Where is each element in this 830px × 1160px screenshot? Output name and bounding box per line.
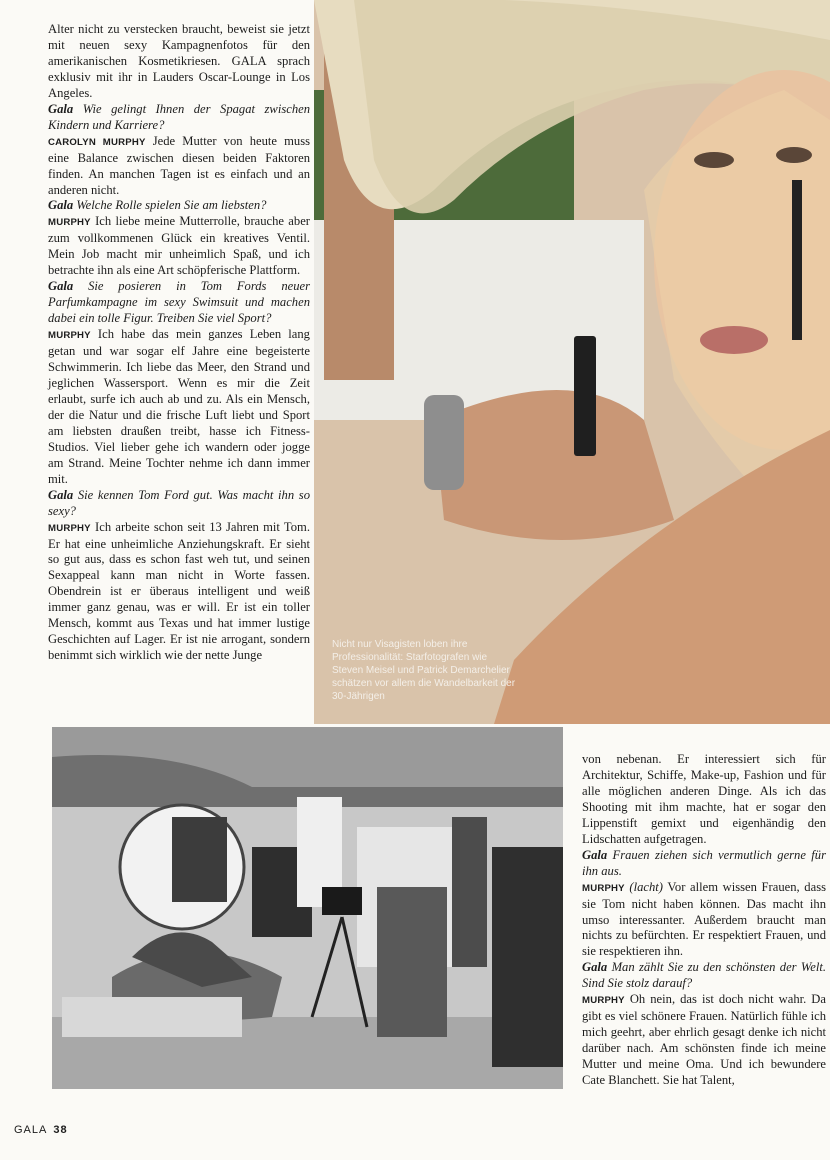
question-text: Welche Rolle spielen Sie am liebsten? [76, 198, 267, 213]
question-speaker: Gala [582, 960, 608, 975]
answer-text: Ich habe das mein ganzes Leben lang getan und war sogar elf Jahre eine begeisterte Schwimmerin. Ich liebe das Meer, den Strand und jeglichen Wassersport. Wenn es mir die Zeit erlaubt, surfe ich auch ab und zu. Als ein Mensch, der die Natur und die frische Luft liebt und Sport am liebsten draußen treibt, hasse ich Fitness-Studios. Viel lieber gehe ich wandern oder jogge am Strand. Meine Tochter nehme ich dann immer mit. [48, 327, 310, 486]
page-footer [14, 1124, 68, 1136]
question-speaker: Gala [48, 198, 74, 213]
question-text: Sie kennen Tom Ford gut. Was macht ihn so sexy? [48, 487, 310, 518]
interview-answer [582, 992, 826, 1089]
answer-text: Oh nein, das ist doch nicht wahr. Da gibt es viel schönere Frauen. Natürlich fühle ich mich geehrt, aber ehrlich gesagt denke ich nicht darüber nach. Am schönsten finde ich meine Mutter und meine Oma. Und ich bewundere Cate Blanchett. Sie hat Talent, [582, 992, 826, 1088]
question-text: Sie posieren in Tom Fords neuer Parfumkampagne im sexy Swimsuit und machen dabei ein tolle Figur. Treiben Sie viel Sport? [48, 279, 310, 326]
paragraph-text: Alter nicht zu verstecken braucht, beweist sie jetzt mit neuen sexy Kampagnenfotos für den amerikanischen Kosmetikriesen. GALA sprach exklusiv mit ihr in Lauders Oscar-Lounge in Los Angeles. [48, 22, 310, 100]
main-photo-illustration [314, 0, 830, 724]
stage-direction: (lacht) [629, 879, 663, 894]
interview-question [48, 488, 310, 520]
beach-photo-illustration [52, 727, 563, 1089]
answer-text: Jede Mutter von heute muss eine Balance zwischen diesen beiden Faktoren finden. An manchen Tagen ist es einfach und an anderen nicht. [48, 133, 310, 197]
interview-answer [48, 327, 310, 488]
article-column-right [582, 752, 826, 1089]
main-photo-makeup [314, 0, 830, 724]
question-text: Wie gelingt Ihnen der Spagat zwischen Kindern und Karriere? [48, 101, 310, 132]
interview-answer [582, 880, 826, 961]
answer-speaker: MURPHY [582, 995, 625, 1007]
interview-question [582, 848, 826, 880]
interview-answer [48, 134, 310, 199]
interview-answer [48, 520, 310, 665]
question-speaker: Gala [582, 847, 608, 862]
beach-shoot-photo [52, 727, 563, 1089]
footer-brand: GALA [14, 1124, 48, 1136]
question-speaker: Gala [48, 279, 74, 294]
answer-speaker: MURPHY [582, 882, 625, 894]
answer-speaker: MURPHY [48, 522, 91, 534]
answer-speaker: MURPHY [48, 217, 91, 229]
question-speaker: Gala [48, 101, 74, 116]
article-paragraph [582, 752, 826, 848]
question-text: Frauen ziehen sich vermutlich gerne für ihn aus. [582, 847, 826, 878]
answer-text: Ich liebe meine Mutterrolle, brauche aber zum vollkommenen Glück ein kreatives Ventil. Mein Job macht mir unheimlich Spaß, und ich betrachte ihn als eine Art schöpferische Plattform. [48, 214, 310, 278]
page-number: 38 [53, 1124, 68, 1136]
interview-answer [48, 214, 310, 279]
answer-speaker: MURPHY [48, 330, 91, 342]
answer-text: Vor allem wissen Frauen, dass sie Tom nicht haben können. Das macht ihn umso interessanter. Außerdem braucht man nichts zu befürchten. Er respektiert Frauen, und sie respektieren ihn. [582, 879, 826, 959]
answer-speaker: CAROLYN MURPHY [48, 136, 146, 148]
answer-text: Ich arbeite schon seit 13 Jahren mit Tom. Er hat eine unheimliche Anziehungskraft. Er sieht so gut aus, dass es schon fast weh tut, und seinen Sexappeal kann man nicht in Worte fassen. Obendrein ist er überaus intelligent und weiß immer ganz genau, was er will. Er ist ein toller Mensch, kommt aus Texas und hat immer lustige Geschichten auf Lager. Er ist nie arrogant, sondern benimmt sich wirklich wie der nette Junge [48, 519, 310, 663]
interview-question [48, 279, 310, 327]
article-paragraph [48, 22, 310, 102]
paragraph-text: von nebenan. Er interessiert sich für Architektur, Schiffe, Make-up, Fashion und für alle möglichen anderen Dinge. Als ich das Shooting mit ihm machte, hat er sogar den Lippenstift gemixt und eigenhändig den Lidschatten aufgetragen. [582, 752, 826, 846]
article-column-left [48, 22, 310, 664]
question-speaker: Gala [48, 487, 74, 502]
interview-question [582, 960, 826, 992]
interview-question [48, 198, 310, 214]
interview-question [48, 102, 310, 134]
question-text: Man zählt Sie zu den schönsten der Welt. Sind Sie stolz darauf? [582, 960, 826, 991]
photo-caption: Nicht nur Visagisten loben ihre Professionalität: Starfotografen wie Steven Meisel und Patrick Demarchelier schätzen vor allem die Wandelbarkeit der 30-Jährigen [332, 639, 516, 702]
